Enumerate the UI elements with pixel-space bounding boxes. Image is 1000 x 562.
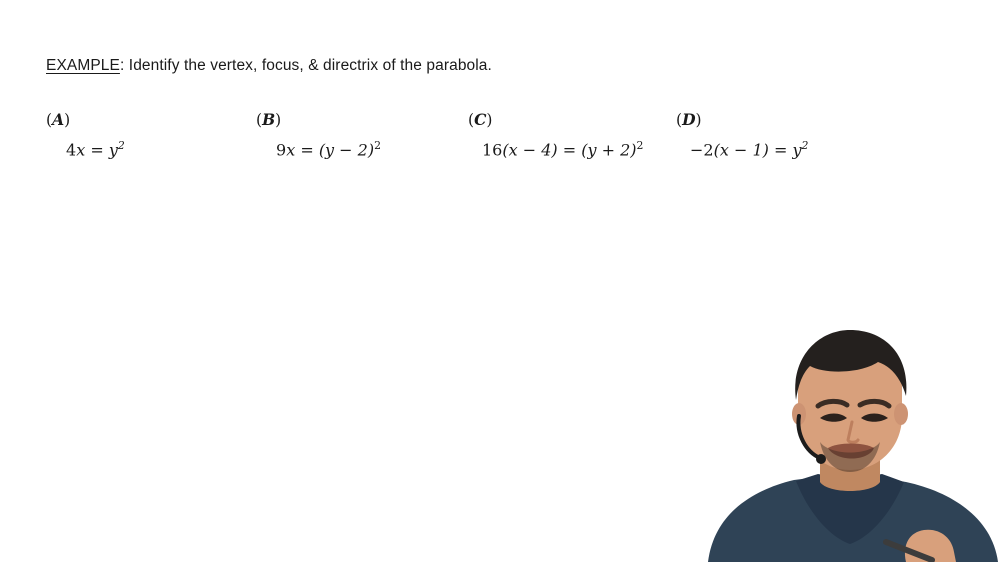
choice-a-tag — [46, 111, 70, 129]
choice-d-equation — [690, 139, 808, 159]
choice-a-lhs-var: x — [76, 140, 86, 160]
presenter-video-overlay — [700, 330, 1000, 562]
choice-b-equation — [276, 139, 381, 159]
presenter-ear-right — [894, 403, 908, 425]
choice-a-paren-close: ) — [64, 111, 71, 129]
choice-c-letter: C — [474, 110, 487, 129]
choice-d-exponent: 2 — [801, 139, 809, 152]
choice-c-paren-close: ) — [486, 111, 493, 129]
choice-a-paren-open: ( — [46, 111, 53, 129]
choice-b-letter: B — [262, 110, 276, 129]
choice-b-exponent: 2 — [374, 139, 382, 152]
presenter-mic-capsule — [816, 454, 826, 464]
choice-c-equation — [482, 139, 643, 159]
choice-a-equation — [66, 139, 125, 159]
choice-a-equals: = — [90, 140, 104, 160]
choice-c-rhs-group: (y + 2) — [581, 140, 637, 160]
choice-d-tag — [676, 111, 702, 129]
choice-a-exponent: 2 — [117, 139, 125, 152]
choice-c-exponent: 2 — [636, 139, 644, 152]
choice-b-coef: 9 — [276, 140, 287, 160]
choice-d-coef: −2 — [690, 140, 714, 160]
choice-d-rhs-var: y — [792, 140, 802, 160]
presenter-illustration — [700, 330, 1000, 562]
choice-c-paren-open: ( — [468, 111, 475, 129]
choice-b-tag — [256, 111, 281, 129]
choice-d — [676, 110, 808, 159]
choice-b-paren-close: ) — [275, 111, 282, 129]
choice-c-tag — [468, 111, 492, 129]
choice-b-rhs-group: (y − 2) — [318, 140, 375, 160]
choice-d-paren-open: ( — [676, 111, 683, 129]
choice-a-letter: A — [52, 110, 65, 129]
choice-b-lhs-var: x — [286, 140, 296, 160]
example-question-text: Identify the vertex, focus, & directrix of the parabola. — [128, 57, 492, 74]
choice-c-coef: 16 — [482, 140, 503, 160]
choice-d-letter: D — [682, 110, 696, 129]
choice-b-paren-open: ( — [256, 111, 263, 129]
choice-a-rhs-var: y — [108, 140, 118, 160]
choice-d-lhs-group: (x − 1) — [713, 140, 769, 160]
choice-b — [256, 110, 381, 159]
choice-d-paren-close: ) — [695, 111, 702, 129]
choice-a — [46, 110, 125, 159]
choice-c — [468, 110, 643, 159]
example-label: EXAMPLE — [46, 57, 120, 74]
choice-c-equals: = — [562, 140, 577, 160]
choice-c-lhs-group: (x − 4) — [502, 140, 558, 160]
example-colon: : — [119, 57, 125, 74]
choice-d-equals: = — [773, 140, 788, 160]
choice-a-coef: 4 — [66, 140, 77, 160]
choice-b-equals: = — [300, 140, 314, 160]
example-prompt — [46, 57, 492, 75]
